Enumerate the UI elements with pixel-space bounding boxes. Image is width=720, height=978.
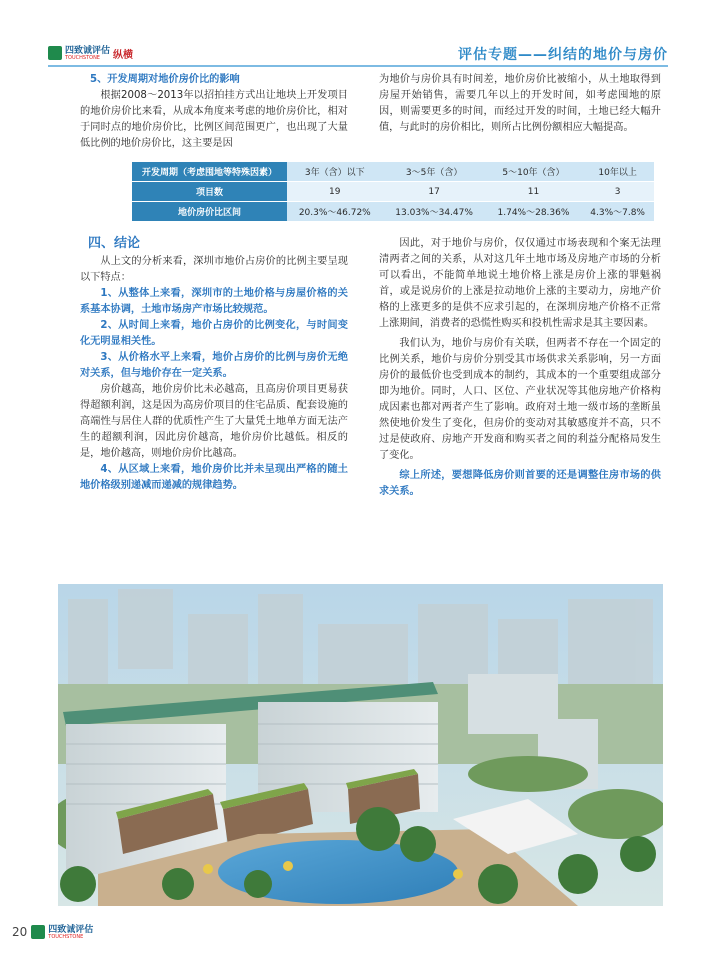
conclusion-point: 4、从区域上来看，地价房价比并未呈现出严格的随土地价格级别递减而递减的规律趋势。 [80, 464, 348, 491]
table-cell: 10年以上 [581, 162, 654, 182]
table-cell: 3 [581, 182, 654, 202]
conclusion-right-column [379, 236, 661, 500]
logo-wordmark [65, 46, 110, 61]
paragraph: 房价越高，地价房价比未必越高，且高房价项目更易获得超额利润，这是因为高房价项目的住宅品质、配套设施的高端性与居住人群的优质性产生了大量凭土地单方面无法产生的超额利润，因此房价越高，地价房价比越低。相反的是，地价越高，则地价房价比越高。 [80, 384, 348, 459]
table-cell: 11 [486, 182, 582, 202]
table-cell: 1.74%～28.36% [486, 202, 582, 222]
paragraph: 我们认为，地价与房价有关联，但两者不存在一个固定的比例关系，地价与房价分别受其市场供求关系影响，另一方面房价的最低价也受到成本的制约，其成本的一个重要组成部分即为地价。同时，人口、区位、产业状况等其他房地产价格构成因素也都对两者产生了影响。政府对土地一级市场的垄断虽然使地价发生了变化，但房价的变动对其敏感度并不高，只不过是使政府、房地产开发商和购买者之间的利益分配格局发生了变化。 [379, 338, 661, 461]
page-header [48, 44, 668, 64]
top-right-column [379, 72, 661, 136]
row-header: 地价房价比区间 [132, 202, 287, 222]
table-cell: 5～10年（含） [486, 162, 582, 182]
page-title: 评估专题——纠结的地价与房价 [458, 47, 668, 63]
row-header: 项目数 [132, 182, 287, 202]
header-divider [48, 65, 668, 67]
paragraph: 从上文的分析来看，深圳市地价占房价的比例主要呈现以下特点： [80, 256, 348, 283]
table-row [132, 202, 654, 222]
top-left-column [80, 72, 348, 152]
conclusion-left-column [80, 236, 348, 494]
logo-brush-text: 纵横 [113, 49, 134, 61]
paragraph: 因此，对于地价与房价，仅仅通过市场表现和个案无法理清两者之间的关系，从对这几年土地市场及房地产市场的分析可以看出，不能简单地说土地价格上涨是房价上涨的罪魁祸首，或是说房价的上涨是拉动地价上涨的主要动力，房地产价格的上涨更多的是供不应求引起的，在深圳房地产价格不正常上涨期间，消费者的恐慌性购买和投机性需求是其主要因素。 [379, 238, 661, 329]
subsection-heading: 5、开发周期对地价房价比的影响 [90, 74, 240, 85]
page-number: 20 [12, 925, 28, 939]
paragraph: 根据2008～2013年以招拍挂方式出让地块上开发项目的地价房价比来看，从成本角度来考虑的地价房价比，相对于同时点的地价房价比，比例区间范围更广，也出现了大量低比例的地价房价比，这主要是因 [80, 90, 348, 149]
brand-logo [48, 44, 133, 62]
logo-subtext: TOUCHSTONE [65, 54, 100, 61]
conclusion-point: 1、从整体上来看，深圳市的土地价格与房屋价格的关系基本协调，土地市场房产市场比较规范。 [80, 288, 348, 315]
footer-logo-text: 四致诚评估 [48, 924, 94, 935]
section-heading: 四、结论 [88, 236, 141, 251]
footer-logo-subtext: TOUCHSTONE [48, 933, 84, 940]
logo-text: 四致诚评估 [65, 45, 111, 56]
table-cell: 4.3%～7.8% [581, 202, 654, 222]
table-row [132, 182, 654, 202]
table-cell: 20.3%～46.72% [287, 202, 383, 222]
table-cell: 13.03%～34.47% [383, 202, 486, 222]
page-footer [12, 922, 93, 942]
footer-logo-wordmark [48, 925, 93, 940]
architectural-rendering-image [58, 584, 663, 906]
table-cell: 3年（含）以下 [287, 162, 383, 182]
summary-paragraph: 综上所述，要想降低房价则首要的还是调整住房市场的供求关系。 [379, 470, 661, 497]
logo-mark-icon [48, 46, 62, 60]
table-cell: 17 [383, 182, 486, 202]
conclusion-point: 2、从时间上来看，地价占房价的比例变化，与时间变化无明显相关性。 [80, 320, 348, 347]
table-cell: 19 [287, 182, 383, 202]
conclusion-point: 3、从价格水平上来看，地价占房价的比例与房价无绝对关系，但与地价存在一定关系。 [80, 352, 348, 379]
logo-mark-icon [31, 925, 45, 939]
development-cycle-table [132, 162, 654, 222]
table-cell: 3～5年（含） [383, 162, 486, 182]
paragraph: 为地价与房价具有时间差，地价房价比被缩小，从土地取得到房屋开始销售，需要几年以上的开发时间，如考虑囤地的原因，则需要更多的时间，而经过开发的时间，土地已经大幅升值，与此时的房价相比，则所占比例份额相应大幅提高。 [379, 74, 661, 133]
table-row [132, 162, 654, 182]
row-header: 开发周期（考虑囤地等特殊因素） [132, 162, 287, 182]
